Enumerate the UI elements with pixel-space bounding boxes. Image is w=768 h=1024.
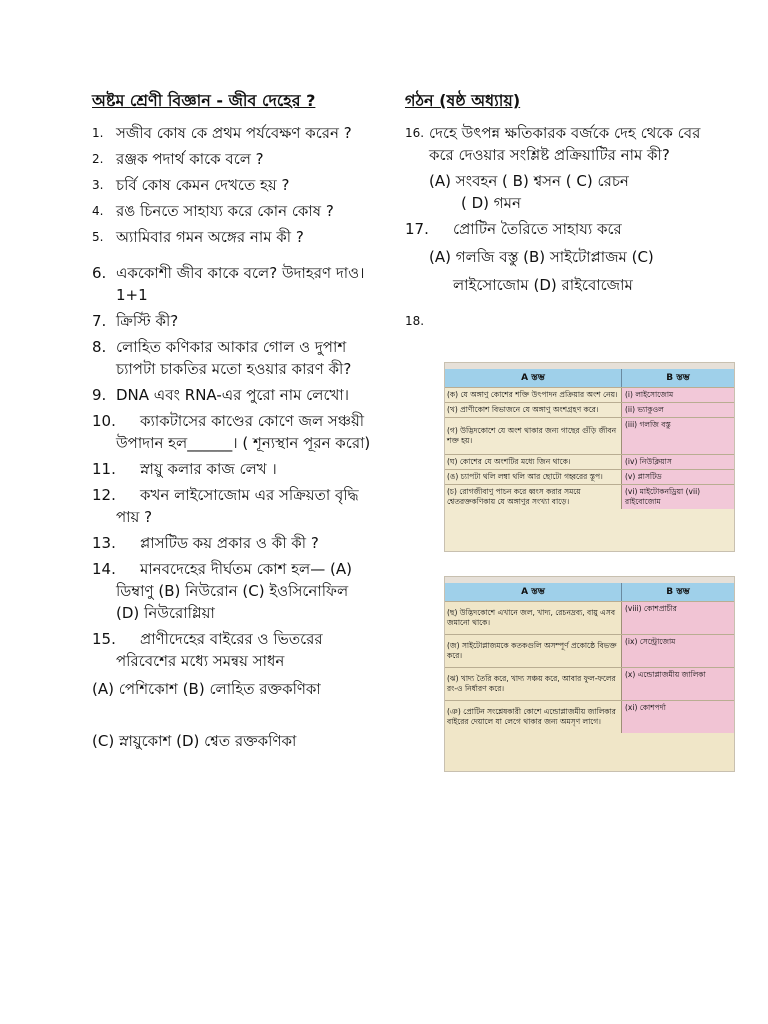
- question-1: 1. সজীব কোষ কে প্রথম পর্যবেক্ষণ করেন ?: [92, 124, 352, 142]
- question-12: 12. কখন লাইসোজোম এর সক্রিয়তা বৃদ্ধি পায় ?: [92, 486, 359, 526]
- table-row: (ক) যে অঙ্গাণু কোশের শক্তি উৎপাদন প্রক্রিয়ার অংশ নেয়। (i) লাইসোজোম: [445, 387, 734, 402]
- question-16-options-1: (A) সংবহন ( B) শ্বসন ( C) রেচন: [429, 172, 629, 190]
- question-17-options-2: লাইসোজোম (D) রাইবোজোম: [453, 276, 633, 294]
- table-row: (খ) প্রাণীকোশ বিভাজনে যে অঙ্গাণু অংশগ্রহণ করে। (ii) ভ্যাকুওল: [445, 402, 734, 417]
- question-2: 2. রঞ্জক পদার্থ কাকে বলে ?: [92, 150, 264, 168]
- column-b-header: B স্তম্ভ: [621, 583, 734, 601]
- question-15-options-2: (C) স্নায়ুকোশ (D) শ্বেত রক্তকণিকা: [92, 732, 297, 750]
- question-5: 5. অ্যামিবার গমন অঙ্গের নাম কী ?: [92, 228, 304, 246]
- question-18-number: 18.: [405, 314, 425, 328]
- question-15: 15. প্রাণীদেহের বাইরের ও ভিতরের পরিবেশের মধ্যে সমন্বয় সাধন: [92, 630, 323, 670]
- table-row: (চ) রোগজীবাণু পাচন করে ধ্বংস করার সময়ে শ্বেতরক্তকণিকায় যে অঙ্গাণুর সংখ্যা বাড়ে। (vi) মাইটোকনড্রিয়া (vii) রাইবোজোম: [445, 484, 734, 509]
- table-row: (ঙ) চ্যাপটা থলি লম্বা থলি আর ছোটো গহ্বরের স্তূপ। (v) প্লাসটিড: [445, 469, 734, 484]
- question-9: 9. DNA এবং RNA-এর পুরো নাম লেখো।: [92, 386, 350, 404]
- question-8: 8. লোহিত কণিকার আকার গোল ও দুপাশ চ্যাপটা চাকতির মতো হওয়ার কারণ কী?: [92, 338, 352, 378]
- table-header: [445, 369, 734, 387]
- table-row: (ঝ) খাদ্য তৈরি করে, খাদ্য সঞ্চয় করে, আবার ফুল-ফলের রং-ও নির্ধারণ করে। (x) এন্ডোপ্লাজমীয় জালিকা: [445, 667, 734, 700]
- left-question-column: [92, 122, 372, 752]
- table-row: (ছ) উদ্ভিদকোশে এখানে জল, খাদ্য, রেচনদ্রব্য, বায়ু এসব জমানো থাকে। (viii) কোশপ্রাচীর: [445, 601, 734, 634]
- table-row: (ঘ) কোশের যে অংশটির মধ্যে জিন থাকে। (iv) নিউক্লিয়াস: [445, 454, 734, 469]
- question-16-options-2: ( D) গমন: [461, 194, 521, 212]
- table-row: (ঞ) প্রোটিন সংশ্লেষকারী কোশে এন্ডোপ্লাজমীয় জালিকার বাইরের দেয়ালে যা লেগে থাকার জন্য অমসৃণ লাগে। (xi) কোশপর্দা: [445, 700, 734, 733]
- table-row: (জ) সাইটোপ্লাজমকে কতকগুলি অসম্পূর্ণ প্রকোষ্ঠে বিভক্ত করে। (ix) সেন্ট্রোজোম: [445, 634, 734, 667]
- question-17: 17. প্রোটিন তৈরিতে সাহায্য করে: [405, 220, 622, 238]
- question-11: 11. স্নায়ু কলার কাজ লেখ ।: [92, 460, 277, 478]
- question-17-options-1: (A) গলজি বস্তু (B) সাইটোপ্লাজম (C): [429, 248, 654, 266]
- match-table-2: [444, 576, 735, 772]
- question-6: 6. এককোশী জীব কাকে বলে? উদাহরণ দাও। 1+1: [92, 264, 365, 304]
- right-question-column: [405, 122, 705, 332]
- match-table-1: [444, 362, 735, 552]
- question-13: 13. প্লাসটিড কয় প্রকার ও কী কী ?: [92, 534, 319, 552]
- table-row: (গ) উদ্ভিদকোশে যে অংশ থাকার জন্য গাছের গুঁড়ি জীবন শক্ত হয়। (iii) গলজি বস্তু: [445, 417, 734, 454]
- question-10: 10. ক্যাকটাসের কাণ্ডের কোণে জল সঞ্চয়ী উপাদান হল______। ( শূন্যস্থান পূরন করো): [92, 412, 371, 452]
- question-15-options-1: (A) পেশিকোশ (B) লোহিত রক্তকণিকা: [92, 680, 321, 698]
- page-title-right: গঠন (ষষ্ঠ অধ্যায়): [405, 91, 521, 110]
- question-3: 3. চর্বি কোষ কেমন দেখতে হয় ?: [92, 176, 290, 194]
- column-b-header: B স্তম্ভ: [621, 369, 734, 387]
- column-a-header: A স্তম্ভ: [445, 369, 621, 387]
- column-a-header: A স্তম্ভ: [445, 583, 621, 601]
- question-14: 14. মানবদেহের দীর্ঘতম কোশ হল— (A) ডিম্বাণু (B) নিউরোন (C) ইওসিনোফিল (D) নিউরোগ্লিয়া: [92, 560, 352, 622]
- table-header: [445, 583, 734, 601]
- question-7: 7. ক্রিস্টি কী?: [92, 312, 179, 330]
- question-16: 16. দেহে উৎপন্ন ক্ষতিকারক বর্জকে দেহ থেকে বের করে দেওয়ার সংশ্লিষ্ট প্রক্রিয়াটির নাম কী?: [405, 124, 701, 164]
- question-4: 4. রঙ চিনতে সাহায্য করে কোন কোষ ?: [92, 202, 334, 220]
- page-title-left: অষ্টম শ্রেণী বিজ্ঞান - জীব দেহের ?: [92, 91, 316, 110]
